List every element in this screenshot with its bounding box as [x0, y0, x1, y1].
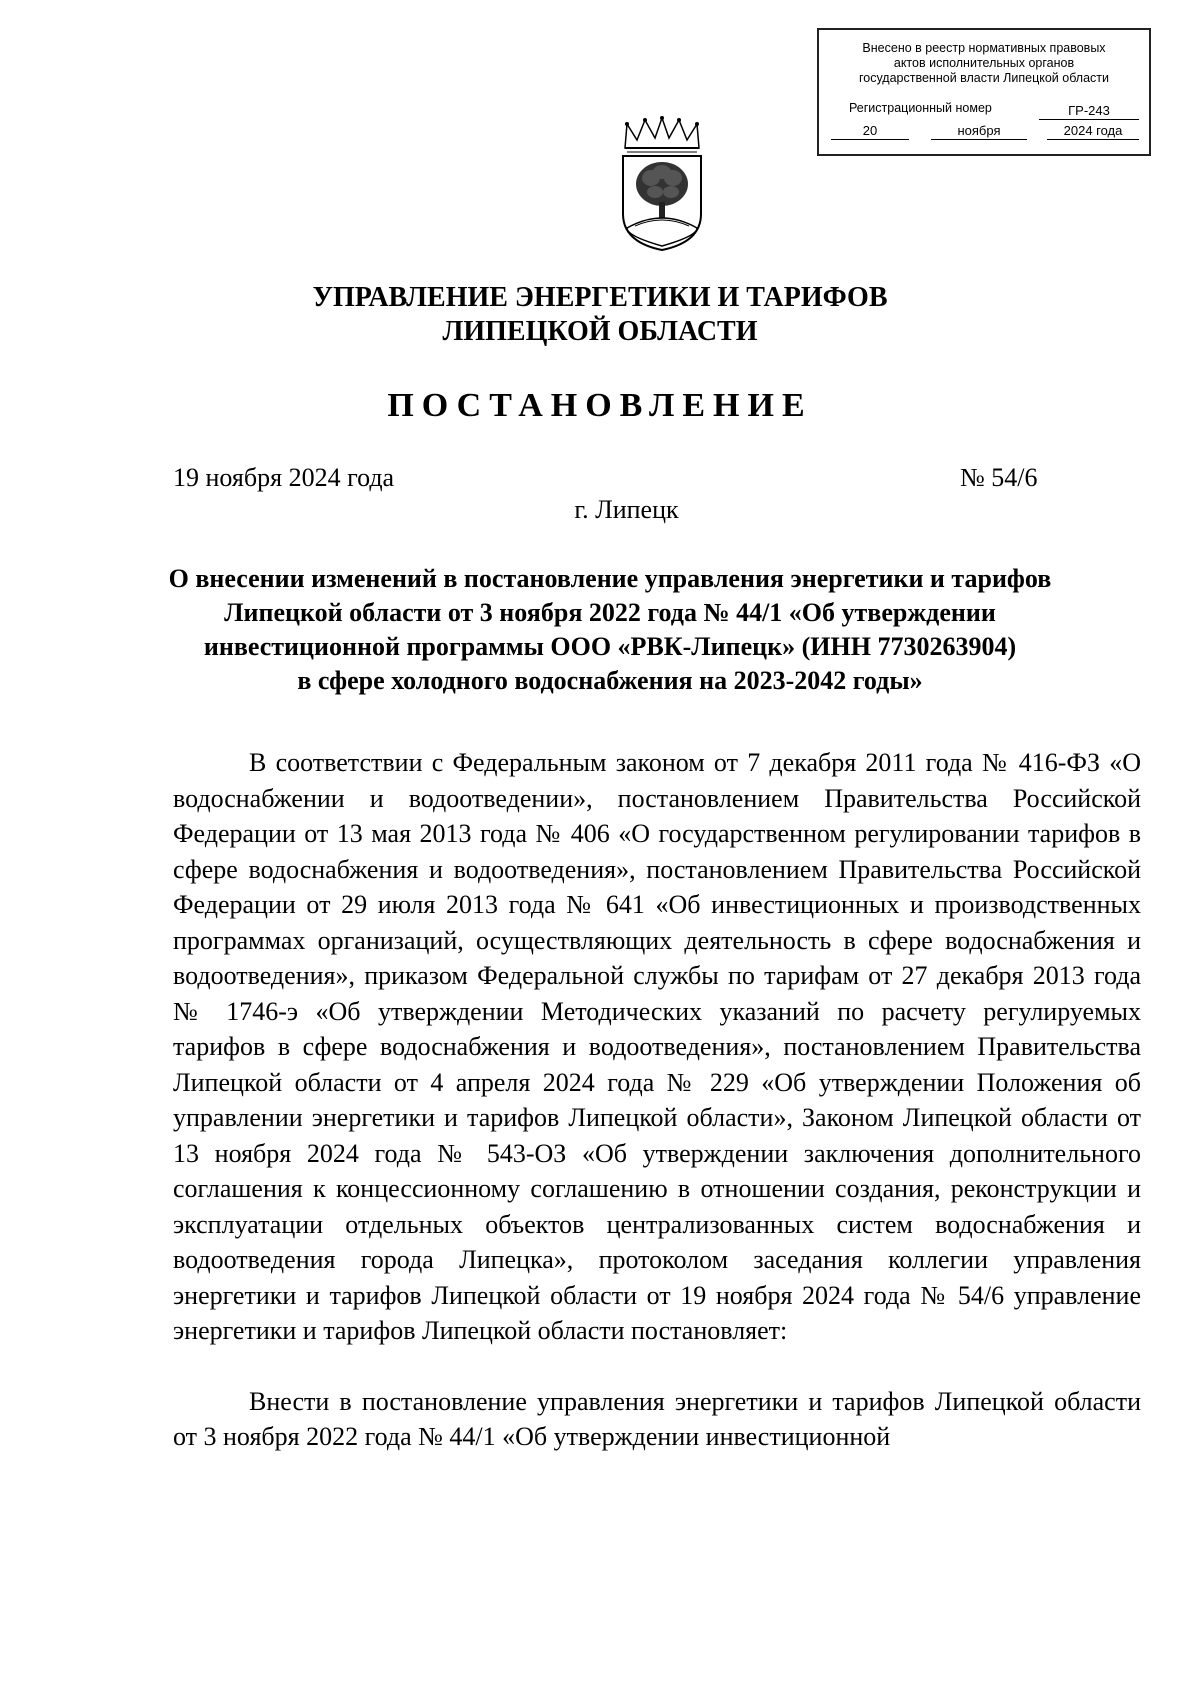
body-paragraph-resolution: Внести в постановление управления энергетики и тарифов Липецкой области от 3 ноября 2022 года № 44/1 «Об утверждении инвестиционной: [173, 1386, 1141, 1451]
body-paragraph-preamble: В соответствии с Федеральным законом от 7 декабря 2011 года № 416-ФЗ «О водоснабжении и водоотведении», постановлением Правительства Российской Федерации от 13 мая 2013 года № 406 «О государственном регулировании тарифов в сфере водоснабжения и водоотведения», постановлением Правительства Российской Федерации от 29 июля 2013 года № 641 «Об инвестиционных и производственных программах организаций, осуществляющих деятельность в сфере водоснабжения и водоотведения», приказом Федеральной службы по тарифам от 27 декабря 2013 года № 1746-э «Об утверждении Методических указаний по расчету регулируемых тарифов в сфере водоснабжения и водоотведения», постановлением Правительства Липецкой области от 4 апреля 2024 года № 229 «Об утверждении Положения об управлении энергетики и тарифов Липецкой области», Законом Липецкой области от 13 ноября 2024 года № 543-ОЗ «Об утверждении заключения дополнительного соглашения к концессионному соглашению в отношении создания, реконструкции и эксплуатации отдельных объектов централизованных систем водоснабжения и водоотведения города Липецка», протоколом заседания коллегии управления энергетики и тарифов Липецкой области от 19 ноября 2024 года № 54/6 управление энергетики и тарифов Липецкой области постановляет:: [173, 748, 1141, 1345]
title-line-4: в сфере холодного водоснабжения на 2023-2042 годы»: [297, 666, 923, 695]
title-line-2: Липецкой области от 3 ноября 2022 года № 44/1 «Об утверждении: [224, 598, 996, 627]
document-date: 19 ноября 2024 года: [173, 463, 395, 492]
stamp-line-3: государственной власти Липецкой области: [858, 71, 1110, 85]
stamp-registration-number: ГР-243: [1039, 103, 1139, 120]
document-city: г. Липецк: [574, 495, 679, 524]
stamp-day: 20: [831, 123, 909, 140]
stamp-line-2: актов исполнительных органов: [893, 56, 1075, 70]
stamp-month: ноября: [931, 123, 1027, 140]
lipetsk-coat-of-arms-icon: [615, 116, 709, 252]
organization-name-line-2: ЛИПЕЦКОЙ ОБЛАСТИ: [442, 316, 758, 347]
title-line-1: О внесении изменений в постановление управления энергетики и тарифов: [168, 564, 1052, 593]
registry-stamp: [817, 28, 1151, 156]
document-body: [173, 745, 1141, 1455]
stamp-year: 2024 года: [1047, 123, 1139, 140]
document-title: [160, 562, 1060, 698]
title-line-3: инвестиционной программы ООО «РВК-Липецк» (ИНН 7730263904): [203, 632, 1017, 661]
document-type-heading: ПОСТАНОВЛЕНИЕ: [387, 387, 813, 424]
organization-name-line-1: УПРАВЛЕНИЕ ЭНЕРГЕТИКИ И ТАРИФОВ: [312, 282, 888, 313]
stamp-line-1: Внесено в реестр нормативных правовых: [862, 41, 1106, 55]
document-number: № 54/6: [960, 463, 1038, 492]
stamp-registration-label: Регистрационный номер: [849, 101, 992, 115]
